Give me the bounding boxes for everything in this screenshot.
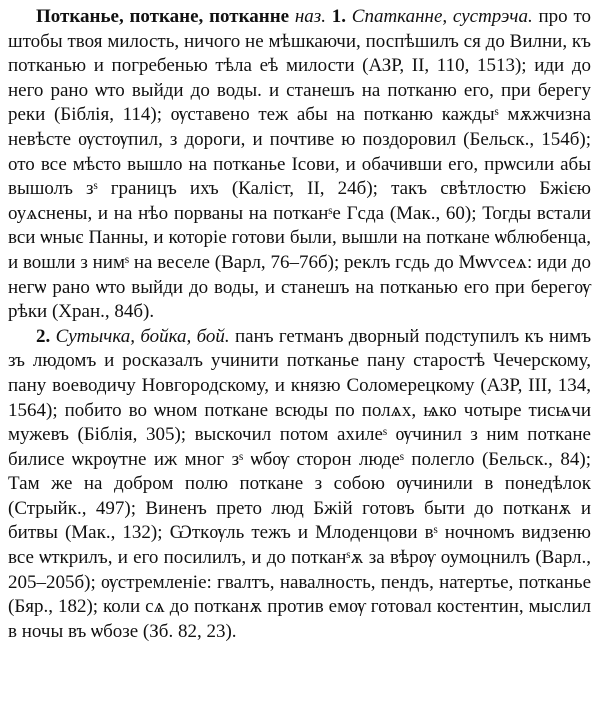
sense-number-1: 1.: [331, 6, 346, 27]
entry-sense-1: [8, 5, 591, 325]
sense-gloss-1: Спатканне, сустрэча.: [351, 6, 533, 27]
sense-gloss-2: Сутычка, бойка, бой.: [55, 325, 230, 347]
sense-text-1: про то штобы твоя милость, ничого не мѣшкаючи, поспѣшилъ ся до Вилни, къ потканью и погребенью тѣла еѣ милости (АЗР, II, 110, 1513); иди до него рано ѡто выйди до воды. и станешъ на потканю его, при берегу реки (Біблія, 114); ѹставено теж абы на потканю каждыˢ мѫжчизна невѣсте ѹстѹпил, з дороги, и почтиве ю поздоровил (Бельск., 154б); ото все мѣсто вышло на потканье Ісови, и обачивши его, прѡсили абы вышолъ зˢ границъ ихъ (Каліст, II, 24б); такъ свѣтлостю Бжією оуѧснены, и на нѣо порваны на потканˢе Гсда (Мак., 60); Тогды встали вси ѡныє Панны, и которіе готови были, вышли на поткане ѡблюбенца, и вошли з нимˢ на веселе (Варл, 76–76б); реклъ гсдь до Мѡѵсеѧ: иди до негѡ рано ѡто выйди до воды, и станешъ на потканью его при берегѹ рѣки (Хран., 84б).: [8, 6, 592, 323]
sense-text-2: панъ гетманъ дворный подступилъ къ нимъ зъ людомъ и росказалъ учинити потканье пану старостѣ Чечерскому, пану воеводичу Новгородскому, и князю Соломерецкому (АЗР, III, 134, 1564); побито во ѡном поткане всюды по полѧх, ѩко чотыре тисѩчи мужевъ (Біблія, 305); выскочил потом ахилеˢ ѹчинил з ним поткане билисе ѡкрѹтне иж мног зˢ ѡбѹ сторон людеˢ полегло (Бельск., 84); Там же на добром полю поткане з собою ѹчинили в понедѣлок (Стрыйк., 497); Виненъ прето люд Бжій готовъ быти до потканѫ и битвы (Мак., 132); Ѡткѹль тежъ и Млоденцови вˢ ночномъ видзеню все ѡткрилъ, и его посилилъ, и до потканˢѫ за вѣрѹ оумоцнилъ (Варл., 205–205б); ѹстремленіе: гвалтъ, навалность, пендъ, натертье, потканье (Бяр., 182); коли сѧ до потканѫ против емѹ готовал костентин, мыслил в ночы въ ѡбозе (Зб. 82, 23).: [8, 325, 592, 642]
sense-number-2: 2.: [36, 325, 51, 347]
entry-sense-2: [8, 325, 591, 645]
grammar-label: наз.: [294, 6, 326, 27]
entry-headword: Потканье, поткане, потканне: [36, 6, 290, 27]
